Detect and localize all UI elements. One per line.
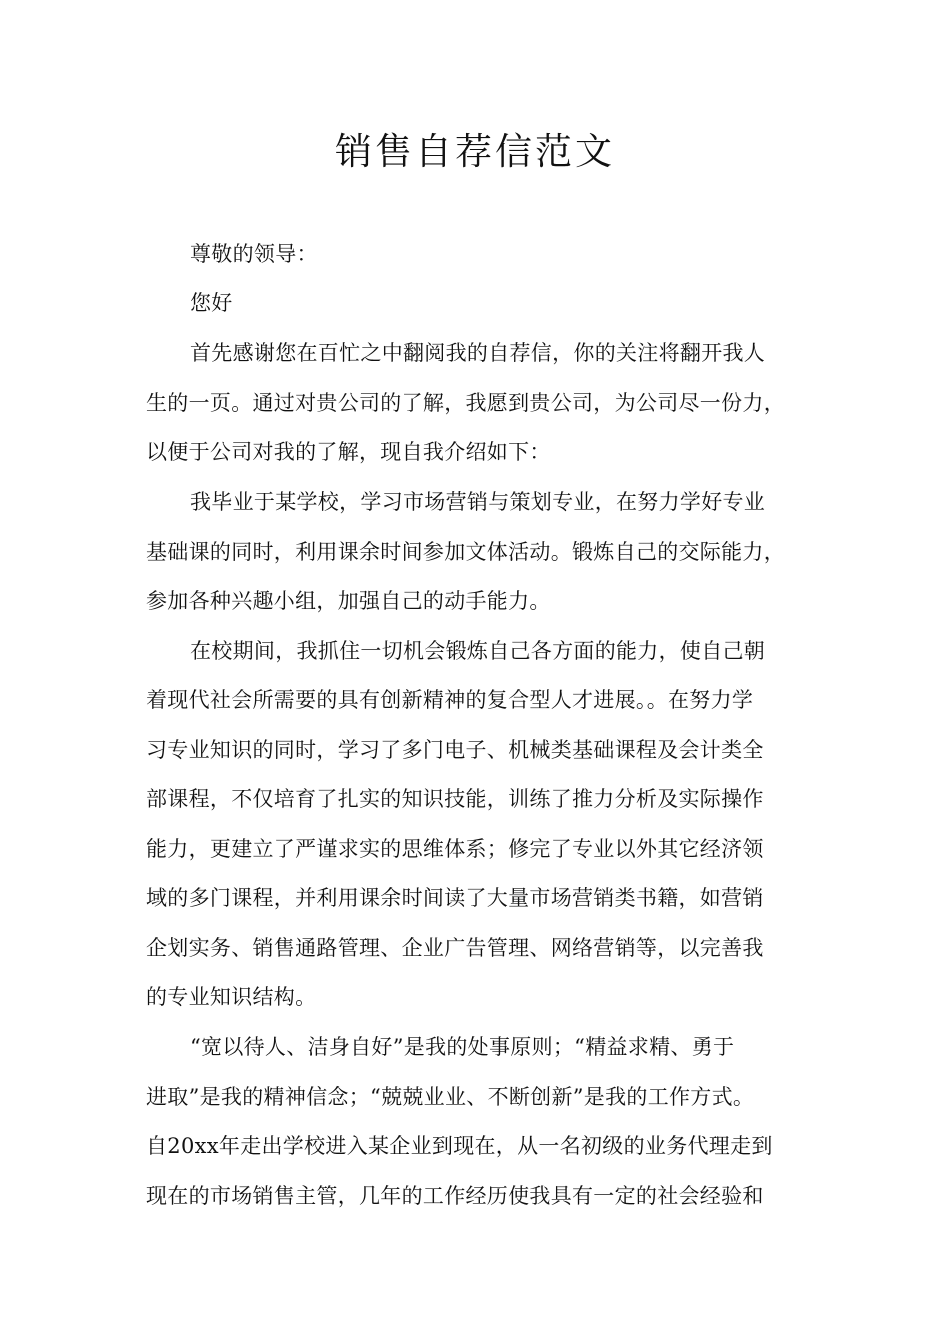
paragraph-line: 在校期间，我抓住一切机会锻炼自己各方面的能力，使自己朝 <box>190 639 766 663</box>
paragraph-line: 习专业知识的同时，学习了多门电子、机械类基础课程及会计类全 <box>146 738 764 762</box>
paragraph-line: 着现代社会所需要的具有创新精神的复合型人才进展。。在努力学 <box>146 688 754 712</box>
paragraph-line: 自20xx年走出学校进入某企业到现在，从一名初级的业务代理走到 <box>146 1134 773 1158</box>
paragraph-line: 参加各种兴趣小组，加强自己的动手能力。 <box>146 589 551 613</box>
paragraph-line: 部课程，不仅培育了扎实的知识技能，训练了推力分析及实际操作 <box>146 787 764 811</box>
paragraph-line: 我毕业于某学校，学习市场营销与策划专业，在努力学好专业 <box>190 490 766 514</box>
paragraph-line: 域的多门课程，并利用课余时间读了大量市场营销类书籍，如营销 <box>146 886 764 910</box>
paragraph-line: 以便于公司对我的了解，现自我介绍如下： <box>146 440 551 464</box>
paragraph-line: “宽以待人、洁身自好”是我的处事原则；“精益求精、勇于 <box>190 1035 735 1059</box>
paragraph-line: 现在的市场销售主管，几年的工作经历使我具有一定的社会经验和 <box>146 1184 764 1208</box>
paragraph-line: 基础课的同时，利用课余时间参加文体活动。锻炼自己的交际能力， <box>146 540 785 564</box>
paragraph-line: 企划实务、销售通路管理、企业广告管理、网络营销等，以完善我 <box>146 936 764 960</box>
salutation: 尊敬的领导： <box>190 242 318 266</box>
greeting: 您好 <box>190 291 233 315</box>
paragraph-line: 的专业知识结构。 <box>146 985 317 1009</box>
document-title: 销售自荐信范文 <box>335 130 615 173</box>
paragraph-line: 进取”是我的精神信念；“兢兢业业、不断创新”是我的工作方式。 <box>146 1085 755 1109</box>
paragraph-line: 能力，更建立了严谨求实的思维体系；修完了专业以外其它经济领 <box>146 837 764 861</box>
paragraph-line: 首先感谢您在百忙之中翻阅我的自荐信，你的关注将翻开我人 <box>190 341 766 365</box>
paragraph-line: 生的一页。通过对贵公司的了解，我愿到贵公司，为公司尽一份力， <box>146 391 785 415</box>
